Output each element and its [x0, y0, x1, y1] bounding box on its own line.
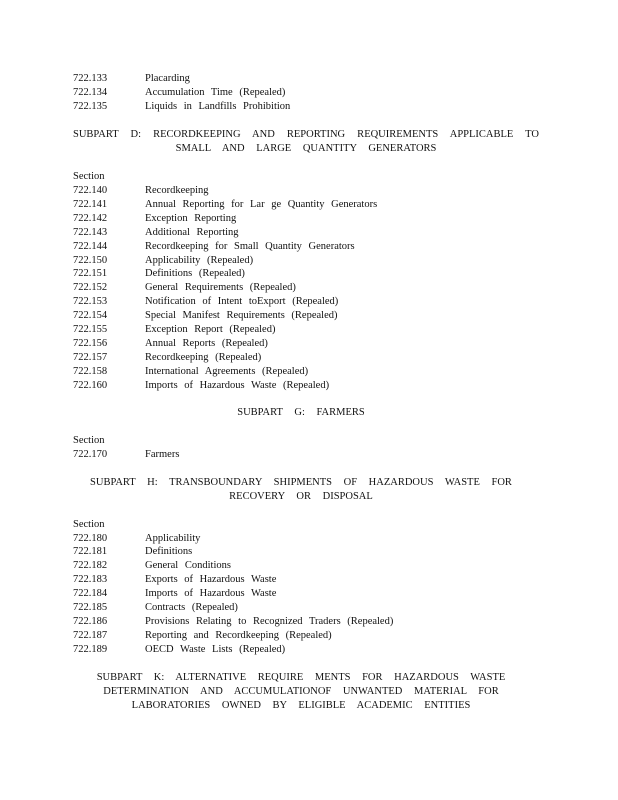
- section-number: 722.133: [73, 73, 108, 84]
- section-title: Placarding: [145, 73, 190, 84]
- toc-row: [73, 573, 276, 587]
- section-number: 722.181: [73, 546, 108, 557]
- section-title: Reporting and Recordkeeping (Repealed): [145, 630, 332, 641]
- section-title: Exports of Hazardous Waste: [145, 574, 277, 585]
- toc-row: [73, 629, 332, 643]
- toc-row: [73, 72, 190, 86]
- section-title: Applicability: [145, 533, 201, 544]
- subpart-d-heading-line1: SUBPART D: RECORDKEEPING AND REPORTING REQUIREMENTS APPLICABLE TO: [73, 129, 539, 140]
- section-number: 722.189: [73, 644, 108, 655]
- section-title: Recordkeeping: [145, 185, 209, 196]
- toc-row: [73, 323, 275, 337]
- subpart-h-heading-line1: SUBPART H: TRANSBOUNDARY SHIPMENTS OF HAZARDOUS WASTE FOR: [90, 477, 512, 488]
- toc-row: [73, 532, 200, 546]
- toc-row: [73, 545, 192, 559]
- toc-row: [73, 86, 285, 100]
- section-title: General Conditions: [145, 560, 231, 571]
- toc-row: [73, 254, 253, 268]
- section-number: 722.134: [73, 87, 108, 98]
- section-title: Imports of Hazardous Waste (Repealed): [145, 380, 330, 391]
- section-number: 722.185: [73, 602, 108, 613]
- section-number: 722.144: [73, 241, 108, 252]
- toc-row: [73, 281, 296, 295]
- section-title: General Requirements (Repealed): [145, 282, 296, 293]
- section-number: 722.141: [73, 199, 108, 210]
- section-number: 722.143: [73, 227, 108, 238]
- toc-row: [73, 198, 377, 212]
- toc-row: [73, 643, 285, 657]
- section-number: 722.152: [73, 282, 108, 293]
- toc-row: [73, 615, 393, 629]
- section-label: Section: [73, 519, 105, 530]
- section-title: Definitions (Repealed): [145, 268, 245, 279]
- section-title: Annual Reports (Repealed): [145, 338, 268, 349]
- section-number: 722.180: [73, 533, 108, 544]
- toc-row: [73, 337, 268, 351]
- section-title: Special Manifest Requirements (Repealed): [145, 310, 338, 321]
- section-title: Imports of Hazardous Waste: [145, 588, 277, 599]
- section-number: 722.187: [73, 630, 108, 641]
- section-number: 722.154: [73, 310, 108, 321]
- section-title: Farmers: [145, 449, 180, 460]
- toc-row: [73, 365, 308, 379]
- section-title: Notification of Intent toExport (Repealed): [145, 296, 339, 307]
- toc-row: [73, 379, 329, 393]
- subpart-d-heading-line2: SMALL AND LARGE QUANTITY GENERATORS: [175, 143, 437, 154]
- section-title: Recordkeeping (Repealed): [145, 352, 262, 363]
- section-title: Exception Report (Repealed): [145, 324, 276, 335]
- subpart-h-heading-line2: RECOVERY OR DISPOSAL: [229, 491, 373, 502]
- section-number: 722.140: [73, 185, 108, 196]
- section-number: 722.186: [73, 616, 108, 627]
- section-number: 722.157: [73, 352, 108, 363]
- section-title: Additional Reporting: [145, 227, 239, 238]
- toc-row: [73, 100, 290, 114]
- toc-row: [73, 587, 276, 601]
- toc-row: [73, 295, 338, 309]
- toc-row: [73, 309, 337, 323]
- section-number: 722.156: [73, 338, 108, 349]
- section-title: Applicability (Repealed): [145, 255, 254, 266]
- section-title: Contracts (Repealed): [145, 602, 238, 613]
- subpart-k-heading-line1: SUBPART K: ALTERNATIVE REQUIRE MENTS FOR HAZARDOUS WASTE: [96, 672, 506, 683]
- toc-row: [73, 184, 209, 198]
- subpart-g-heading: SUBPART G: FARMERS: [237, 407, 365, 418]
- section-label: Section: [73, 171, 105, 182]
- section-title: OECD Waste Lists (Repealed): [145, 644, 286, 655]
- section-title: Liquids in Landfills Prohibition: [145, 101, 291, 112]
- section-number: 722.160: [73, 380, 108, 391]
- section-number: 722.135: [73, 101, 108, 112]
- section-title: Definitions: [145, 546, 193, 557]
- section-label: Section: [73, 435, 105, 446]
- toc-row: [73, 351, 261, 365]
- section-number: 722.158: [73, 366, 108, 377]
- toc-row: [73, 448, 179, 462]
- section-number: 722.150: [73, 255, 108, 266]
- section-number: 722.170: [73, 449, 108, 460]
- toc-row: [73, 267, 245, 281]
- section-number: 722.151: [73, 268, 108, 279]
- toc-row: [73, 240, 355, 254]
- section-title: Exception Reporting: [145, 213, 237, 224]
- section-number: 722.153: [73, 296, 108, 307]
- section-title: International Agreements (Repealed): [145, 366, 309, 377]
- toc-row: [73, 601, 238, 615]
- toc-row: [73, 226, 239, 240]
- section-title: Accumulation Time (Repealed): [145, 87, 286, 98]
- section-title: Annual Reporting for Lar ge Quantity Generators: [145, 199, 378, 210]
- section-title: Provisions Relating to Recognized Traders (Repealed): [145, 616, 394, 627]
- toc-row: [73, 559, 231, 573]
- section-number: 722.182: [73, 560, 108, 571]
- section-number: 722.142: [73, 213, 108, 224]
- section-number: 722.184: [73, 588, 108, 599]
- toc-row: [73, 212, 236, 226]
- subpart-k-heading-line3: LABORATORIES OWNED BY ELIGIBLE ACADEMIC ENTITIES: [131, 700, 471, 711]
- section-number: 722.155: [73, 324, 108, 335]
- section-number: 722.183: [73, 574, 108, 585]
- section-title: Recordkeeping for Small Quantity Generators: [145, 241, 355, 252]
- subpart-k-heading-line2: DETERMINATION AND ACCUMULATIONOF UNWANTED MATERIAL FOR: [103, 686, 499, 697]
